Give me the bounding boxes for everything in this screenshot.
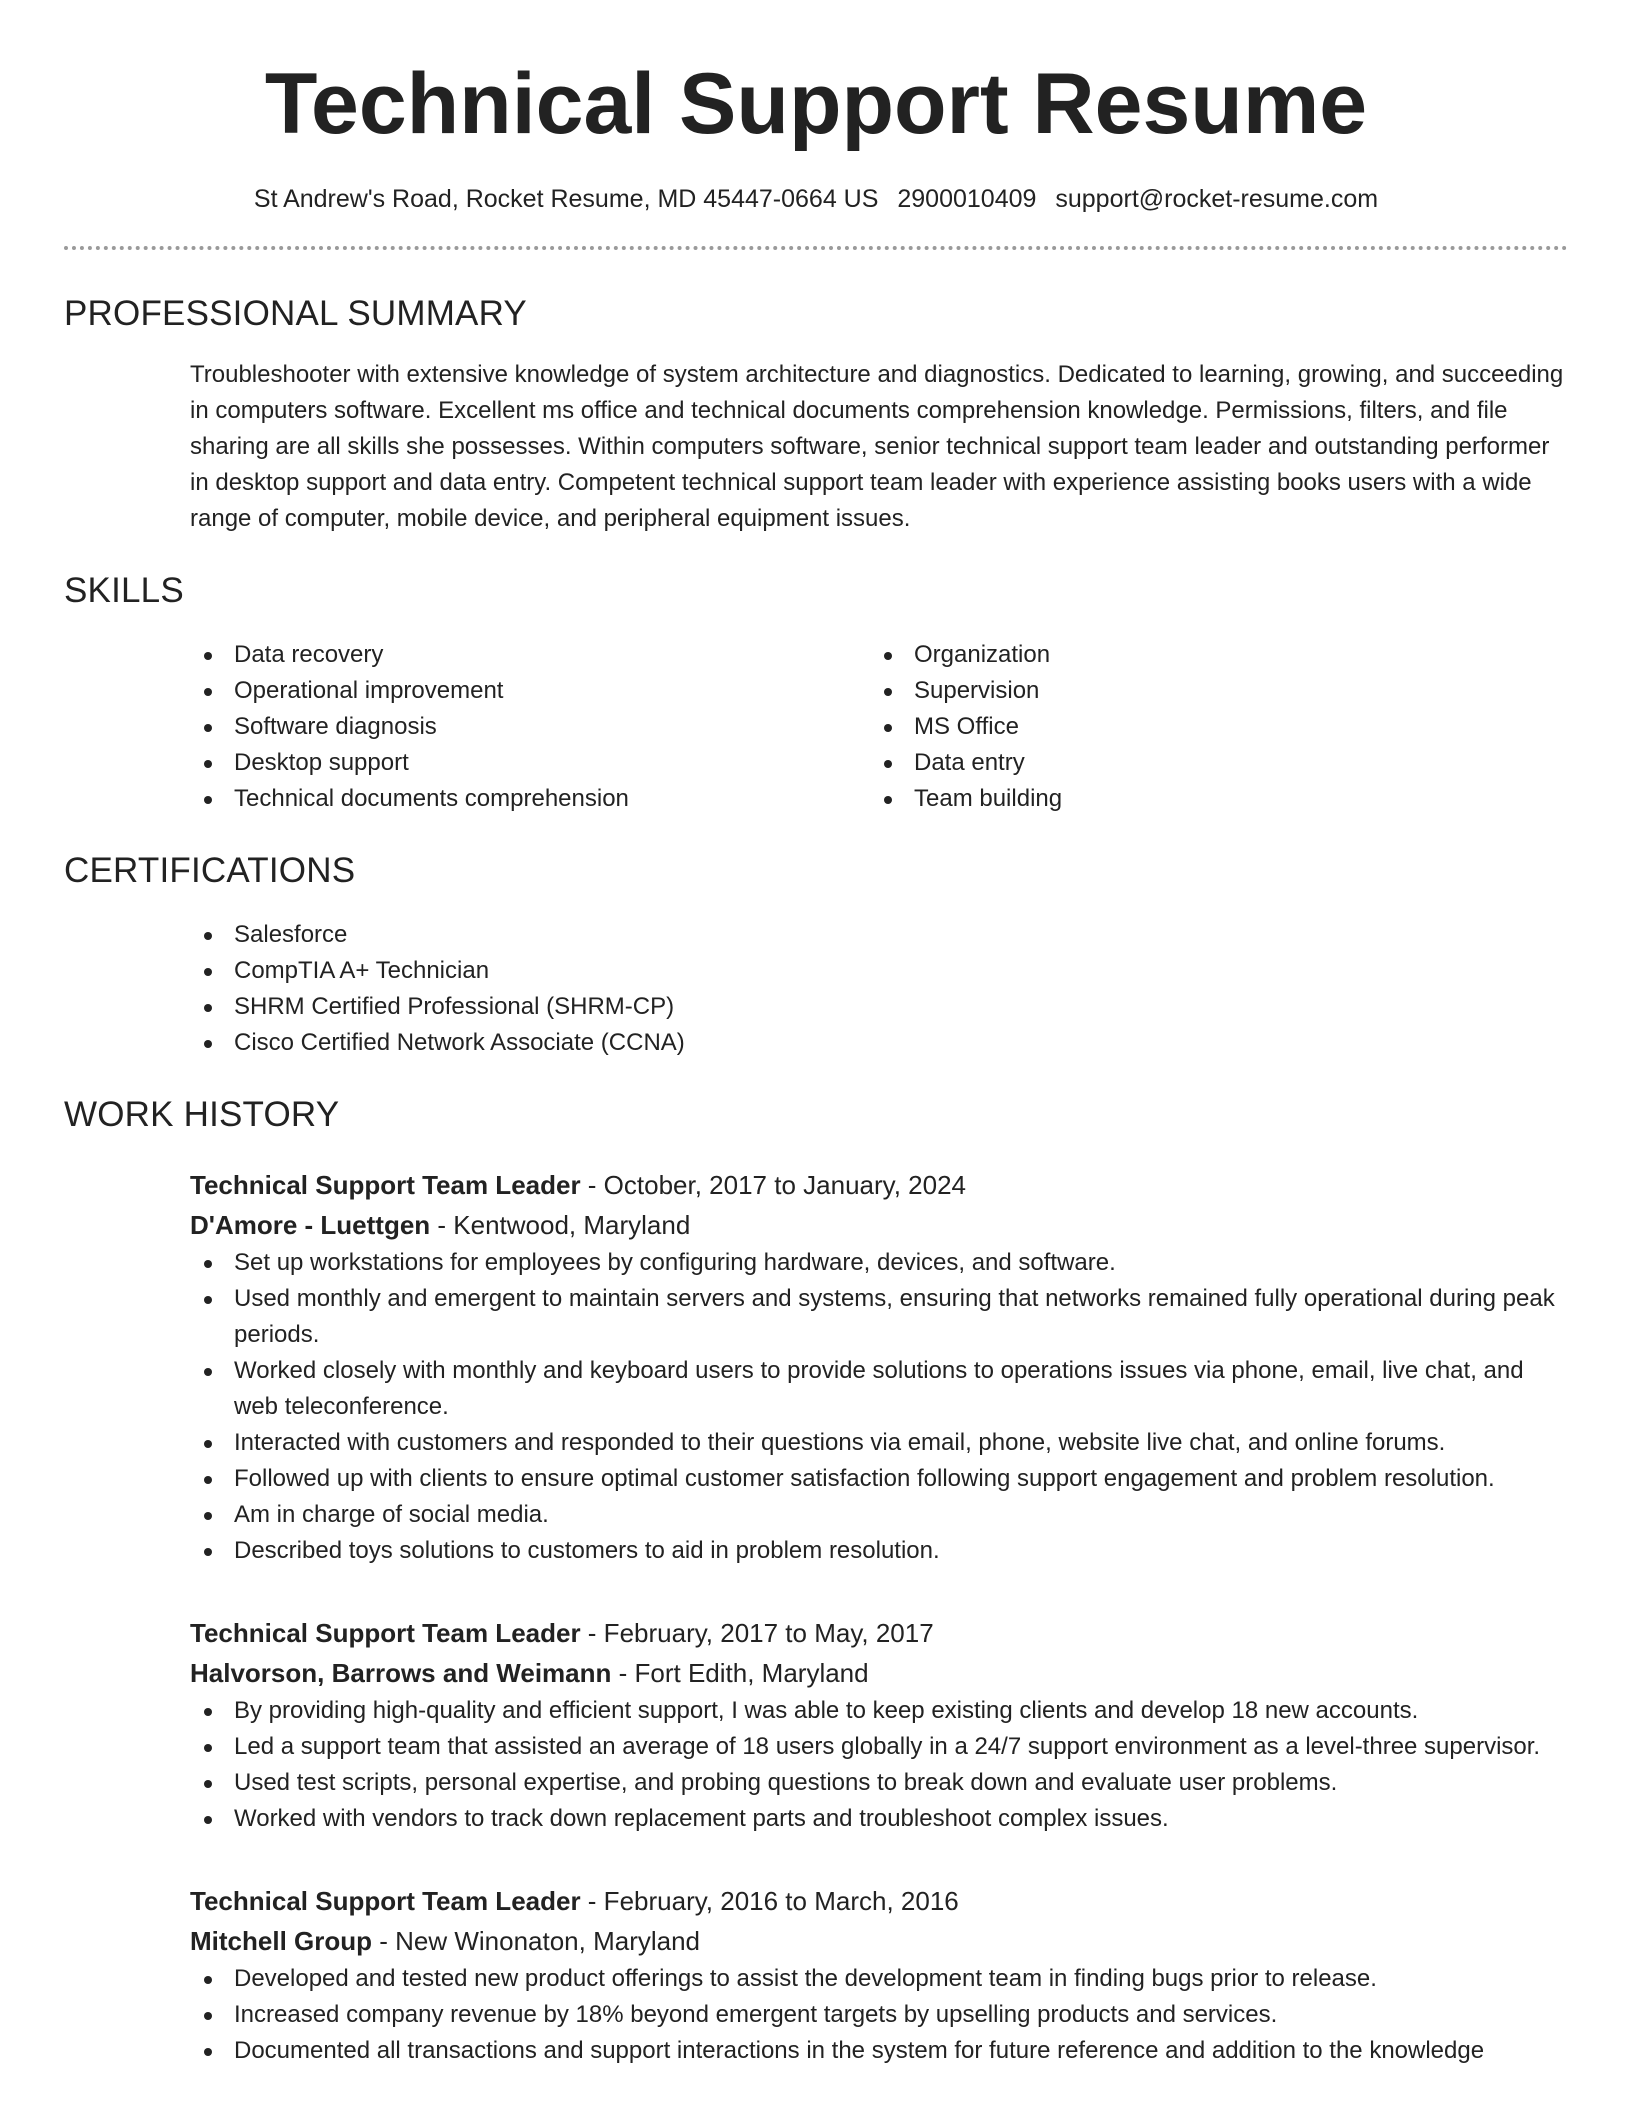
list-item: Team building bbox=[870, 781, 1550, 817]
list-item: Operational improvement bbox=[190, 673, 870, 709]
job-title: Technical Support Team Leader bbox=[190, 1886, 581, 1916]
job-company-line bbox=[190, 1921, 1568, 1961]
job-dates: - February, 2016 to March, 2016 bbox=[580, 1886, 959, 1916]
list-item: Data recovery bbox=[190, 637, 870, 673]
list-item: Followed up with clients to ensure optimal customer satisfaction following support engagement and problem resolution. bbox=[190, 1461, 1568, 1497]
job-bullets bbox=[190, 1245, 1568, 1569]
contact-phone: 2900010409 bbox=[897, 185, 1037, 213]
job-title-line bbox=[190, 1613, 1568, 1653]
list-item: Salesforce bbox=[190, 917, 1568, 953]
job-location: - Fort Edith, Maryland bbox=[611, 1658, 869, 1688]
job-entry bbox=[64, 1165, 1568, 1569]
summary-heading: PROFESSIONAL SUMMARY bbox=[64, 294, 527, 333]
list-item: Set up workstations for employees by configuring hardware, devices, and software. bbox=[190, 1245, 1568, 1281]
list-item: Used monthly and emergent to maintain servers and systems, ensuring that networks remained fully operational during peak periods. bbox=[190, 1281, 1568, 1353]
job-dates: - October, 2017 to January, 2024 bbox=[580, 1170, 967, 1200]
resume-title: Technical Support Resume bbox=[264, 56, 1368, 152]
list-item: Used test scripts, personal expertise, and probing questions to break down and evaluate user problems. bbox=[190, 1765, 1568, 1801]
job-company: Mitchell Group bbox=[190, 1926, 372, 1956]
list-item: Am in charge of social media. bbox=[190, 1497, 1568, 1533]
list-item: MS Office bbox=[870, 709, 1550, 745]
summary-text: Troubleshooter with extensive knowledge of system architecture and diagnostics. Dedicated to learning, growing, and succeeding in computers software. Excellent ms office and technical documents comprehension knowledge. Permissions, filters, and file sharing are all skills she possesses. Within computers software, senior technical support team leader and outstanding performer in desktop support and data entry. Competent technical support team leader with experience assisting books users with a wide range of computer, mobile device, and peripheral equipment issues. bbox=[190, 361, 1564, 532]
job-title-line bbox=[190, 1165, 1568, 1205]
list-item: Worked closely with monthly and keyboard users to provide solutions to operations issues via phone, email, live chat, and web teleconference. bbox=[190, 1353, 1568, 1425]
job-location: - New Winonaton, Maryland bbox=[372, 1926, 701, 1956]
list-item: Desktop support bbox=[190, 745, 870, 781]
list-item: Supervision bbox=[870, 673, 1550, 709]
job-title: Technical Support Team Leader bbox=[190, 1170, 581, 1200]
list-item: Worked with vendors to track down replacement parts and troubleshoot complex issues. bbox=[190, 1801, 1568, 1837]
job-title: Technical Support Team Leader bbox=[190, 1618, 581, 1648]
job-company: D'Amore - Luettgen bbox=[190, 1210, 431, 1240]
skills-column-right bbox=[870, 637, 1550, 817]
list-item: By providing high-quality and efficient support, I was able to keep existing clients and develop 18 new accounts. bbox=[190, 1693, 1568, 1729]
skills-column-left bbox=[190, 637, 870, 817]
list-item: Increased company revenue by 18% beyond emergent targets by upselling products and services. bbox=[190, 1997, 1568, 2033]
job-entry bbox=[64, 1881, 1568, 2069]
contact-line bbox=[64, 182, 1568, 216]
list-item: SHRM Certified Professional (SHRM-CP) bbox=[190, 989, 1568, 1025]
job-company: Halvorson, Barrows and Weimann bbox=[190, 1658, 612, 1688]
job-entry bbox=[64, 1613, 1568, 1837]
job-bullets bbox=[190, 1693, 1568, 1837]
job-bullets bbox=[190, 1961, 1568, 2069]
resume-page bbox=[64, 0, 1568, 2069]
job-company-line bbox=[190, 1205, 1568, 1245]
contact-address: St Andrew's Road, Rocket Resume, MD 45447-0664 US bbox=[253, 185, 879, 213]
list-item: Software diagnosis bbox=[190, 709, 870, 745]
list-item: Led a support team that assisted an average of 18 users globally in a 24/7 support environment as a level-three supervisor. bbox=[190, 1729, 1568, 1765]
list-item: Described toys solutions to customers to aid in problem resolution. bbox=[190, 1533, 1568, 1569]
header-divider bbox=[64, 246, 1568, 250]
list-item: Documented all transactions and support interactions in the system for future reference and addition to the knowledge bbox=[190, 2033, 1568, 2069]
list-item: CompTIA A+ Technician bbox=[190, 953, 1568, 989]
skills-list bbox=[64, 637, 1568, 817]
certifications-list bbox=[64, 917, 1568, 1061]
list-item: Interacted with customers and responded to their questions via email, phone, website live chat, and online forums. bbox=[190, 1425, 1568, 1461]
work-history-heading: WORK HISTORY bbox=[64, 1095, 340, 1134]
list-item: Cisco Certified Network Associate (CCNA) bbox=[190, 1025, 1568, 1061]
list-item: Data entry bbox=[870, 745, 1550, 781]
contact-email[interactable]: support@rocket-resume.com bbox=[1055, 185, 1379, 213]
list-item: Organization bbox=[870, 637, 1550, 673]
job-company-line bbox=[190, 1653, 1568, 1693]
job-dates: - February, 2017 to May, 2017 bbox=[580, 1618, 934, 1648]
list-item: Developed and tested new product offerings to assist the development team in finding bugs prior to release. bbox=[190, 1961, 1568, 1997]
job-location: - Kentwood, Maryland bbox=[430, 1210, 691, 1240]
list-item: Technical documents comprehension bbox=[190, 781, 870, 817]
certifications-heading: CERTIFICATIONS bbox=[64, 851, 356, 890]
job-title-line bbox=[190, 1881, 1568, 1921]
skills-heading: SKILLS bbox=[64, 571, 184, 610]
